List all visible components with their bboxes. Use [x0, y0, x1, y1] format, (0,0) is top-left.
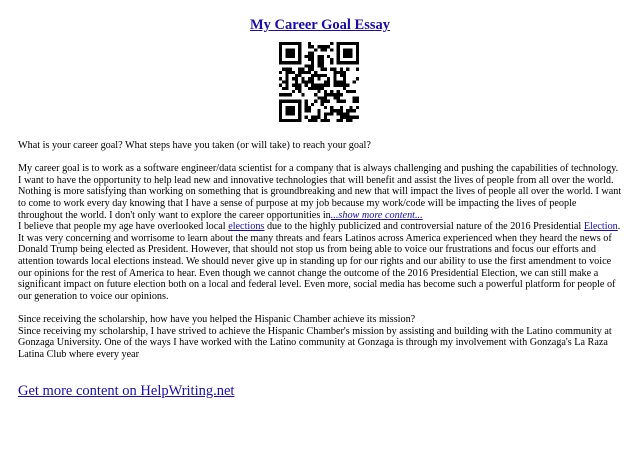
paragraph-career-goal [18, 163, 622, 221]
helpwriting-link[interactable]: Get more content on HelpWriting.net [18, 383, 235, 399]
prompt-scholarship: Since receiving the scholarship, how have you helped the Hispanic Chamber achieve its mission? [18, 313, 416, 325]
page-title[interactable]: My Career Goal Essay [249, 17, 390, 33]
paragraph-scholarship: Since receiving my scholarship, I have strived to achieve the Hispanic Chamber's mission by assisting and building with the Latino community at Gonzaga University. One of the ways I have worked with the Latino community at Gonzaga is through my involvement with Gonzaga's La Raza Latina Club where every year [18, 325, 612, 360]
paragraph-career-goal-text: My career goal is to work as a software engineer/data scientist for a company that is always challenging and pushing the capabilities of technology. I want to have the opportunity to help lead new and innovative technologies that will benefit and assist the lives of people from all over the world. Nothing is more satisfying than working on something that is groundbreaking and new that will impact the lives of people all over the world. I want to come to work every day knowing that I have a sense of purpose at my job because my work/code will be impacting the lives of people throughout the world. I don't only want to explore the career opportunities in [18, 163, 622, 221]
paragraph-elections-text-a: I believe that people my age have overlooked local [18, 221, 229, 233]
paragraph-elections-text-b: due to the highly publicized and controversial nature of the 2016 Presidential [264, 221, 584, 233]
qr-code [279, 42, 359, 122]
essay-body [18, 140, 622, 360]
show-more-link[interactable]: ...show more content... [330, 209, 423, 221]
prompt-career-goal: What is your career goal? What steps have you taken (or will take) to reach your goal? [18, 140, 371, 151]
paragraph-elections [18, 221, 622, 302]
elections-link[interactable]: elections [228, 221, 265, 233]
paragraph-elections-text-c: . It was very concerning and worrisome to learn about the many threats and fears Latinos across America experienced when they heard the news of Donald Trump being elected as President. However, that should not stop us from being able to voice our frustrations and focus our efforts and attention towards local elections instead. We should never give up in standing up for our rights and our ability to use the first amendment to voice our opinions for the rest of America to hear. Even though we cannot change the outcome of the 2016 Presidential Election, we can still make a significant impact on future election both on a local and federal level. Even more, social media has become such a powerful platform for people of our generation to voice our opinions. [18, 221, 621, 302]
election-link[interactable]: Election [583, 221, 618, 233]
